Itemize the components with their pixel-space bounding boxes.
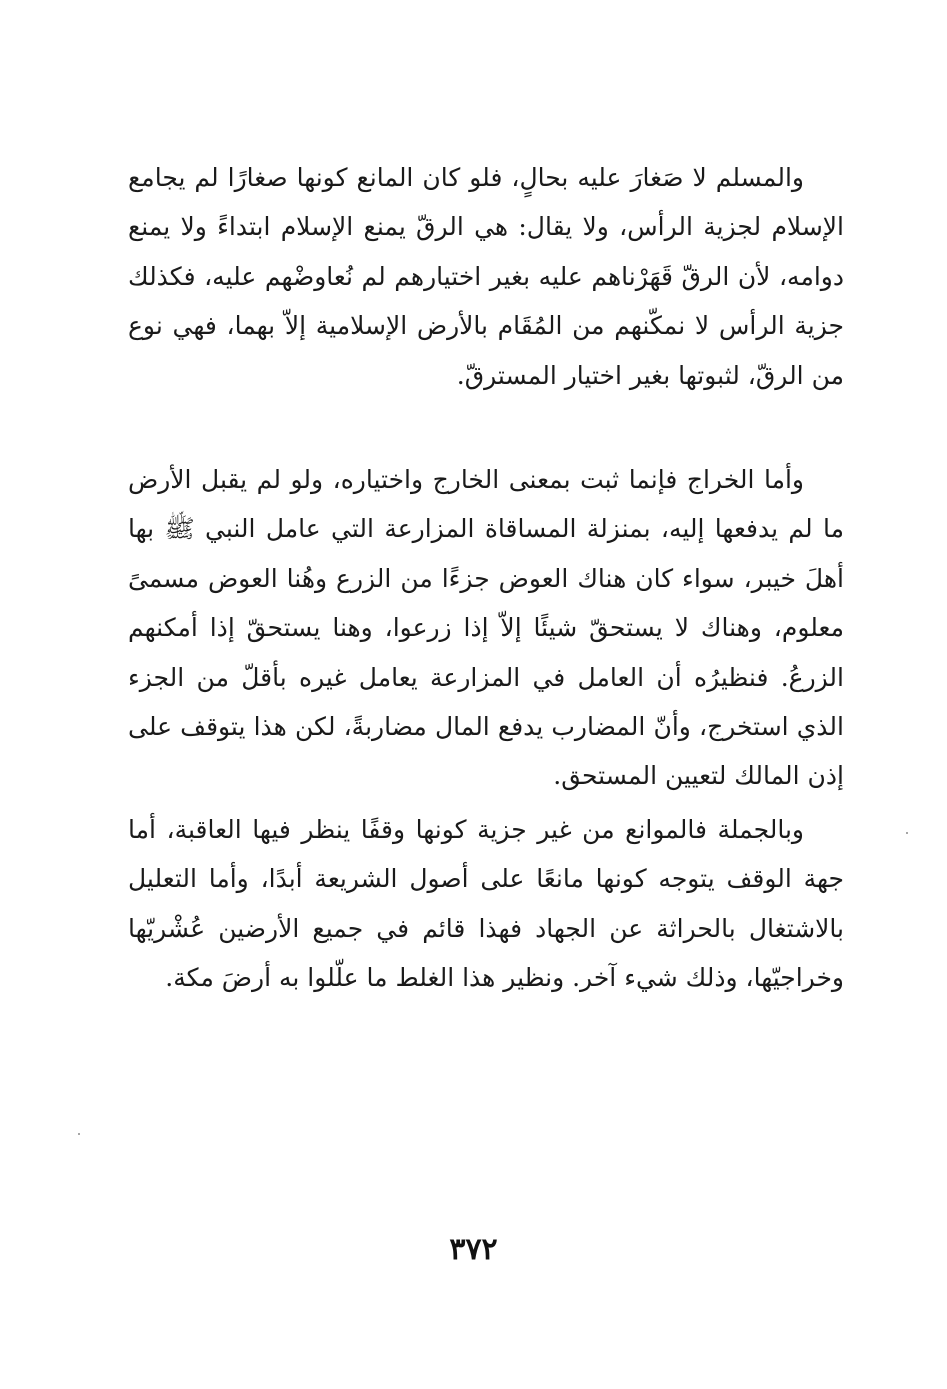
paragraph-text: وأما الخراج فإنما ثبت بمعنى الخارج واختياره، ولو لم يقبل الأرض ما لم يدفعها إليه، بمنزلة المساقاة المزارعة التي عامل النبي ﷺ بها أهلَ خيبر، سواء كان هناك العوض جزءًا من الزرع وهُنا العوض مسمىً معلوم، وهناك لا يستحقّ شيئًا إلاّ إذا زرعوا، وهنا يستحقّ إذا أمكنهم الزرعُ. فنظيرُه أن العامل في المزارعة يعامل غيره بأقلّ من الجزء الذي استخرج، وأنّ المضارب يدفع المال مضاربةً، لكن هذا يتوقف على إذن المالك لتعيين المستحق. [128,465,844,791]
scan-speck [906,832,908,834]
paragraph-text: والمسلم لا صَغارَ عليه بحالٍ، فلو كان المانع كونها صغارًا لم يجامع الإسلام لجزية الرأس، ولا يقال: هي الرقّ يمنع الإسلام ابتداءً ولا يمنع دوامه، لأن الرقّ قَهَرْناهم عليه بغير اختيارهم لم نُعاوضْهم عليه، فكذلك جزية الرأس لا نمكّنهم من المُقَام بالأرض الإسلامية إلاّ بهما، فهي نوع من الرقّ، لثبوتها بغير اختيار المسترقّ. [128,163,844,390]
scan-speck [78,1133,80,1135]
page-number: ٣٧٢ [449,1232,498,1267]
paragraph-1 [128,153,844,400]
paragraph-2 [128,455,844,801]
paragraph-text: وبالجملة فالموانع من غير جزية كونها وقفًا ينظر فيها العاقبة، أما جهة الوقف يتوجه كونها مانعًا على أصول الشريعة أبدًا، وأما التعليل بالاشتغال بالحراثة عن الجهاد فهذا قائم في جميع الأرضين عُشْريّها وخراجيّها، وذلك شيء آخر. ونظير هذا الغلط ما علّلوا به أرضَ مكة. [128,815,844,993]
paragraph-3 [128,805,844,1003]
